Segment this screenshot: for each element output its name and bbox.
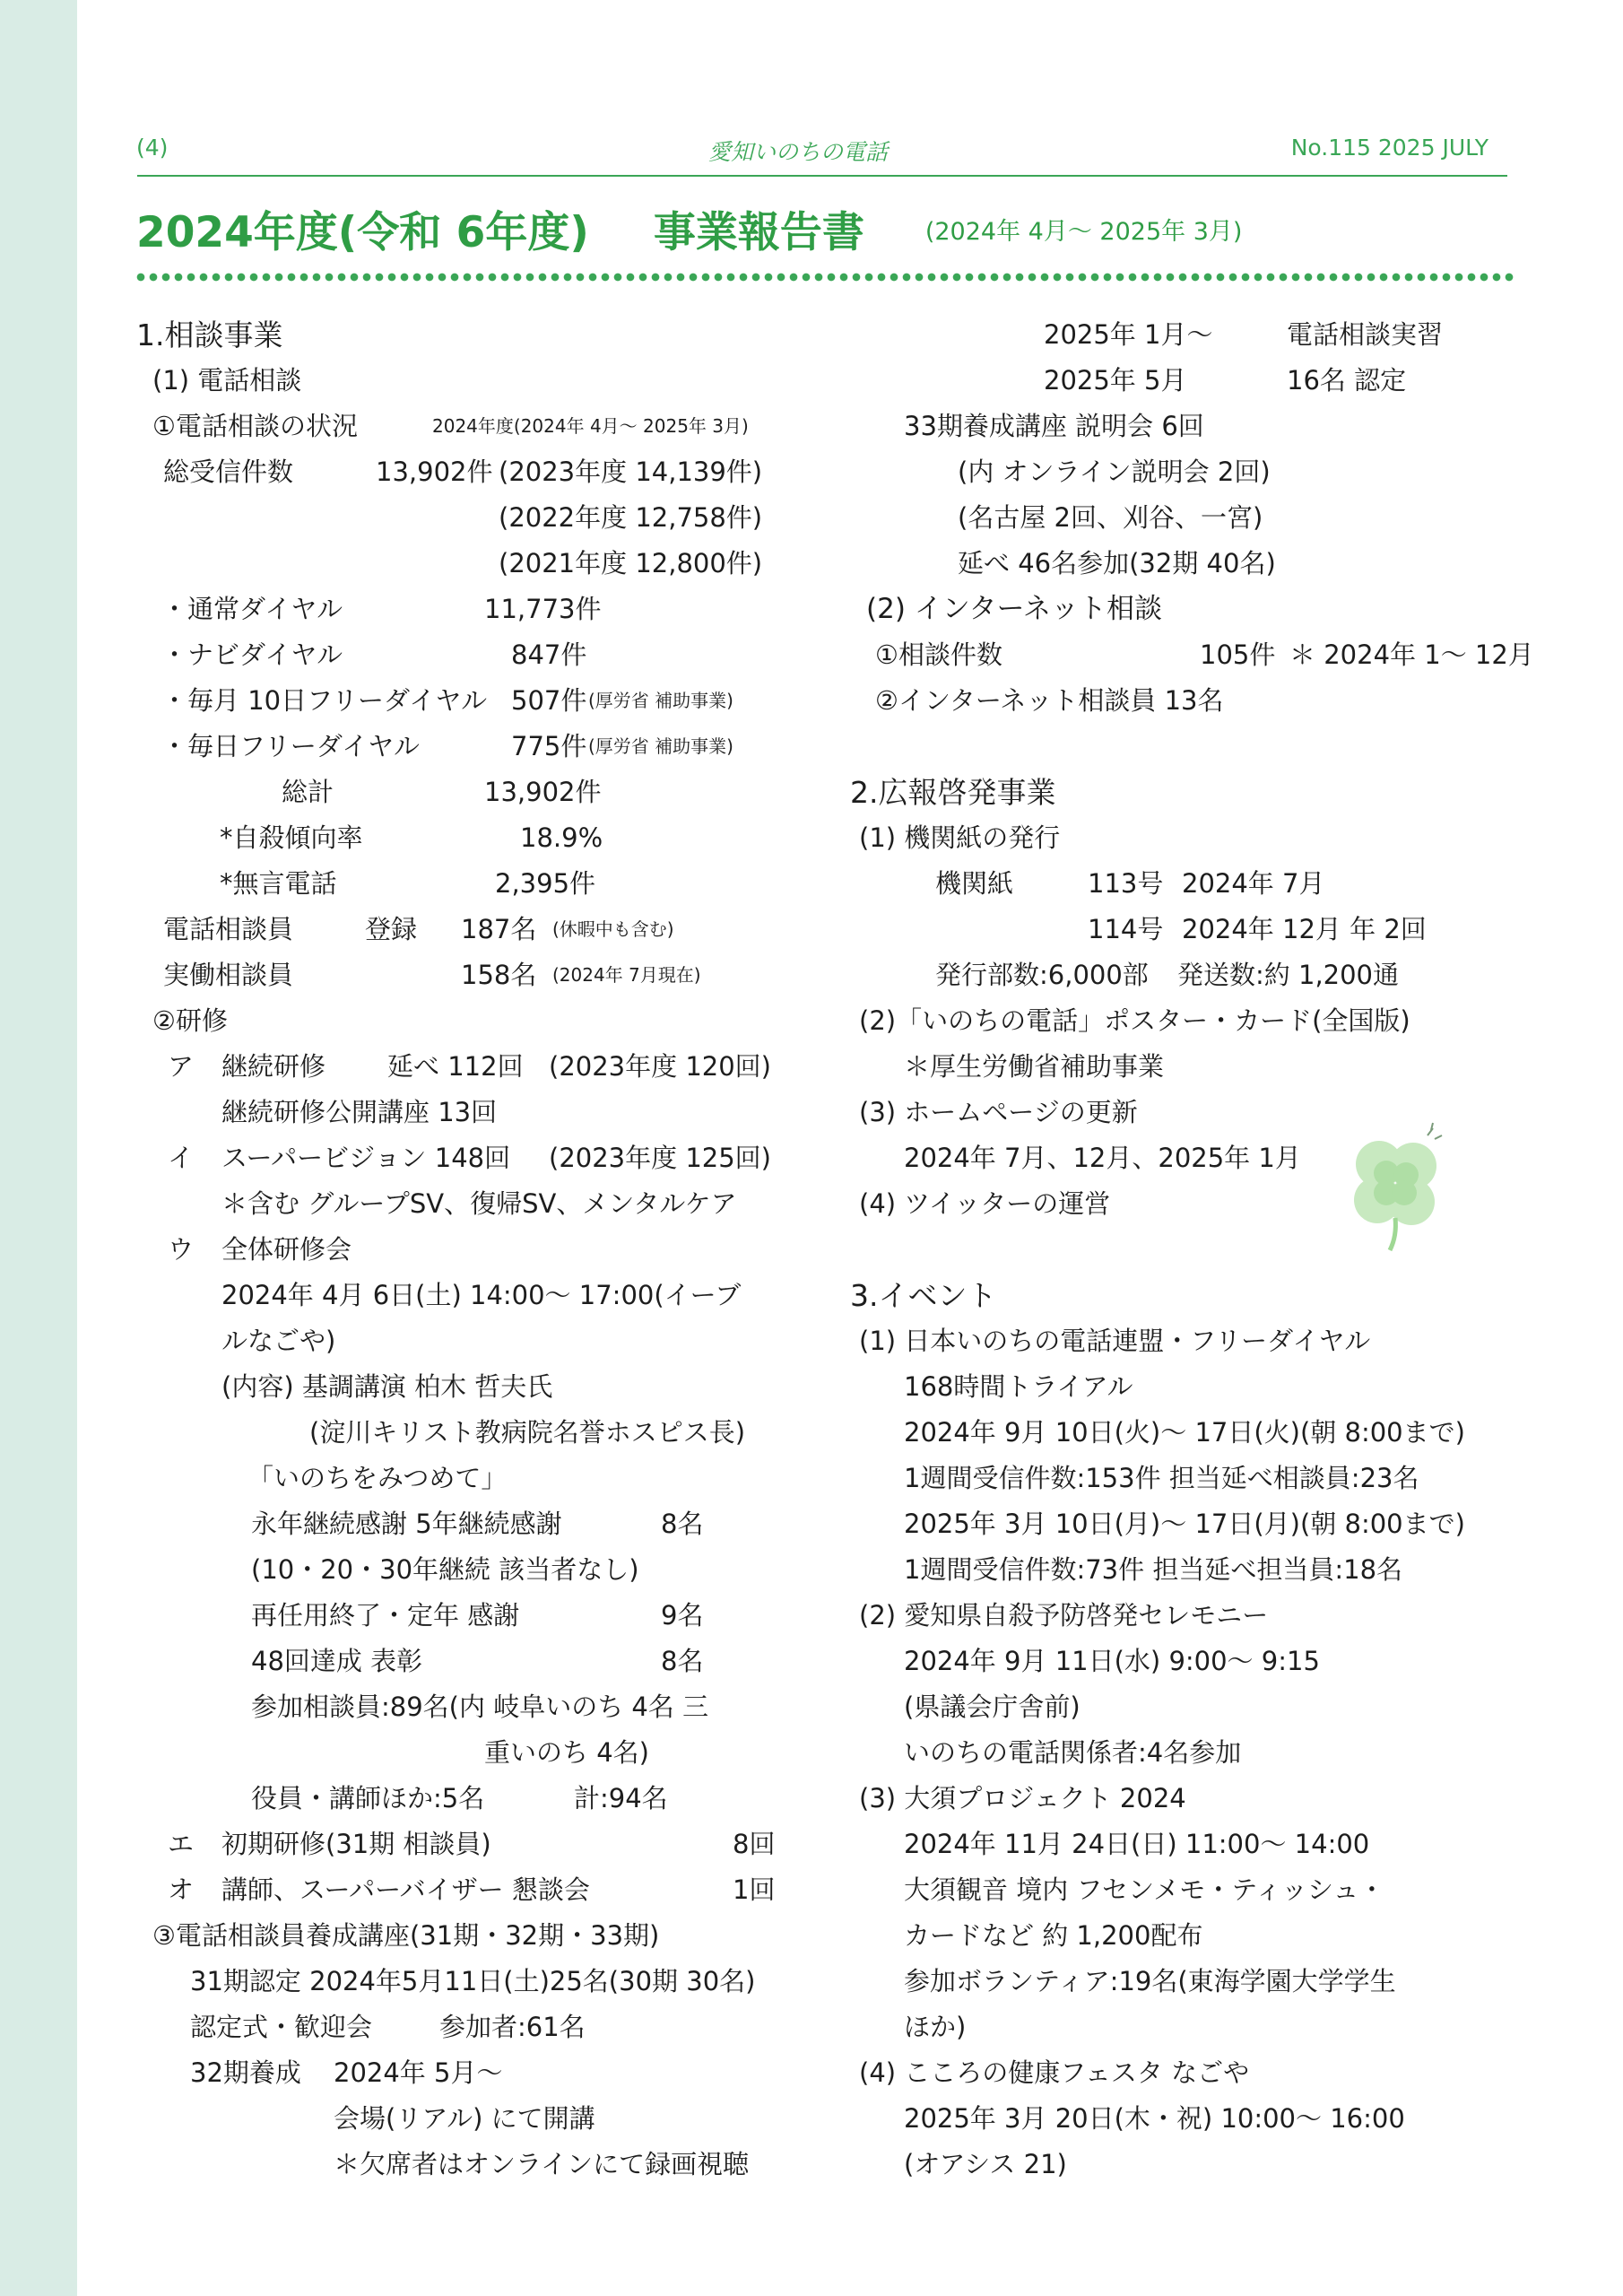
text-segment: 「いのちをみつめて」: [247, 1463, 508, 1493]
text-line: [850, 541, 1514, 587]
text-segment: 重いのち 4名): [484, 1737, 649, 1768]
text-line: [850, 952, 1514, 998]
text-line: [850, 1456, 1514, 1501]
text-line: [136, 1090, 818, 1135]
text-segment: ＊含む グループSV、復帰SV、メンタルケア: [221, 1188, 737, 1219]
text-segment: 2024年 5月～: [334, 2057, 503, 2088]
text-segment: ①電話相談の状況: [152, 411, 358, 441]
text-segment: 158名: [461, 960, 537, 990]
text-line: [850, 1501, 1514, 1547]
text-segment: (淀川キリスト教病院名誉ホスピス長): [309, 1417, 746, 1448]
text-line: [136, 861, 818, 907]
text-segment: 775件: [511, 731, 587, 761]
text-line: [136, 1959, 818, 2005]
text-segment: ウ: [168, 1234, 195, 1265]
text-segment: ・毎日フリーダイヤル: [161, 731, 420, 761]
text-line: [136, 1364, 818, 1410]
text-line: [850, 1867, 1514, 1913]
text-segment: ＊欠席者はオンラインにて録画視聴: [334, 2149, 750, 2179]
text-segment: 計:94名: [574, 1783, 668, 1813]
text-line: [850, 1730, 1514, 1776]
text-line: [136, 952, 818, 998]
text-line: [850, 998, 1514, 1044]
text-line: [850, 907, 1514, 952]
text-segment: 役員・講師ほか:5名: [251, 1783, 485, 1813]
text-segment: (3) ホームページの更新: [859, 1097, 1138, 1127]
text-segment: (2024年 7月現在): [552, 964, 701, 986]
section-heading: [850, 770, 1514, 815]
title-period: (2024年 4月～ 2025年 3月): [924, 218, 1243, 246]
text-segment: 継続研修: [221, 1051, 326, 1082]
text-segment: ・ナビダイヤル: [161, 639, 343, 670]
text-segment: 2024年 7月、12月、2025年 1月: [904, 1143, 1301, 1173]
text-segment: ＊ 2024年 1～ 12月: [1289, 639, 1534, 670]
text-line: [136, 2005, 818, 2050]
text-segment: 登録: [365, 914, 418, 944]
text-segment: 847件: [511, 639, 587, 670]
text-segment: 会場(リアル) にて開講: [334, 2103, 595, 2134]
text-segment: 参加者:61名: [439, 2012, 586, 2042]
text-line: [850, 495, 1514, 541]
text-segment: 2024年 9月 11日(水) 9:00～ 9:15: [904, 1646, 1320, 1676]
page-number: (4): [136, 135, 169, 161]
text-line: [850, 1776, 1514, 1822]
text-line: [850, 1639, 1514, 1684]
text-line: [850, 1913, 1514, 1959]
text-line: [850, 1684, 1514, 1730]
text-segment: 2.広報啓発事業: [850, 775, 1056, 810]
page-title: [136, 199, 1242, 259]
text-line: [850, 312, 1514, 358]
side-band: [0, 0, 77, 2296]
text-line: [136, 1501, 818, 1547]
text-segment: ほか): [904, 2012, 967, 2042]
text-segment: 2025年 5月: [1044, 365, 1187, 396]
text-segment: 初期研修(31期 相談員): [221, 1829, 491, 1859]
text-segment: 1週間受信件数:153件 担当延べ相談員:23名: [904, 1463, 1419, 1493]
text-line: [850, 2096, 1514, 2142]
text-line: [850, 815, 1514, 861]
title-main-a: 2024年度(令和 6年度): [136, 208, 589, 257]
section-heading: [850, 587, 1514, 632]
text-line: [136, 1867, 818, 1913]
text-segment: ②インターネット相談員 13名: [875, 685, 1224, 716]
text-line: [136, 587, 818, 632]
text-segment: 13,902件: [484, 777, 602, 807]
header-rule: [137, 175, 1507, 177]
text-segment: 2024年 12月 年 2回: [1182, 914, 1427, 944]
text-segment: (2023年度 120回): [549, 1051, 772, 1082]
text-line: [850, 678, 1514, 724]
text-line: [136, 815, 818, 861]
text-line: [136, 2142, 818, 2187]
text-segment: 永年継続感謝 5年継続感謝: [251, 1509, 562, 1539]
text-segment: (2021年度 12,800件): [499, 548, 763, 578]
section-heading: [850, 1273, 1514, 1318]
text-segment: 3.イベント: [850, 1278, 997, 1313]
text-segment: 実働相談員: [163, 960, 294, 990]
text-segment: 8回: [733, 1829, 776, 1859]
text-line: [136, 1730, 818, 1776]
text-line: [136, 1044, 818, 1090]
text-line: [850, 2005, 1514, 2050]
text-segment: イ: [168, 1143, 195, 1173]
text-segment: (2022年度 12,758件): [499, 502, 763, 533]
text-segment: (2)「いのちの電話」ポスター・カード(全国版): [859, 1005, 1410, 1036]
text-segment: 2025年 3月 10日(月)～ 17日(月)(朝 8:00まで): [904, 1509, 1465, 1539]
text-line: [136, 1456, 818, 1501]
text-segment: 電話相談員: [163, 914, 294, 944]
text-segment: 大須観音 境内 フセンメモ・ティッシュ・: [904, 1874, 1385, 1905]
text-segment: ルなごや): [221, 1326, 336, 1356]
text-line: [136, 1776, 818, 1822]
text-line: [136, 449, 818, 495]
text-segment: (厚労省 補助事業): [588, 735, 733, 757]
text-line: [136, 678, 818, 724]
text-line: [136, 358, 818, 404]
text-line: [850, 449, 1514, 495]
text-segment: ・毎月 10日フリーダイヤル: [161, 685, 488, 716]
text-segment: 168時間トライアル: [904, 1371, 1133, 1402]
text-segment: 認定式・歓迎会: [190, 2012, 373, 2042]
text-segment: 9名: [661, 1600, 704, 1631]
text-segment: 2024年 4月 6日(土) 14:00～ 17:00(イーブ: [221, 1280, 742, 1310]
text-line: [136, 1410, 818, 1456]
text-line: [136, 404, 818, 449]
text-segment: (1) 日本いのちの電話連盟・フリーダイヤル: [859, 1326, 1371, 1356]
dotted-divider: [135, 271, 1515, 283]
text-line: [136, 1181, 818, 1227]
text-line: [136, 2050, 818, 2096]
text-segment: (オアシス 21): [904, 2149, 1067, 2179]
text-line: [136, 1684, 818, 1730]
text-segment: 33期養成講座 説明会 6回: [904, 411, 1204, 441]
text-segment: 1.相談事業: [136, 317, 283, 352]
text-segment: (3) 大須プロジェクト 2024: [859, 1783, 1186, 1813]
text-segment: 機関紙: [935, 868, 1014, 899]
text-segment: ①相談件数: [875, 639, 1002, 670]
text-segment: (2) 愛知県自殺予防啓発セレモニー: [859, 1600, 1269, 1631]
text-segment: ②研修: [152, 1005, 228, 1036]
text-segment: (4) こころの健康フェスタ なごや: [859, 2057, 1250, 2088]
text-segment: オ: [168, 1874, 195, 1905]
text-segment: カードなど 約 1,200配布: [904, 1920, 1203, 1951]
text-segment: 電話相談実習: [1287, 319, 1444, 350]
text-line: [850, 861, 1514, 907]
text-line: [136, 1273, 818, 1318]
text-line: [136, 1318, 818, 1364]
text-segment: 2024年度(2024年 4月～ 2025年 3月): [432, 415, 749, 437]
text-segment: (1) 電話相談: [152, 365, 302, 396]
text-segment: いのちの電話関係者:4名参加: [904, 1737, 1242, 1768]
text-segment: 2025年 1月～: [1044, 319, 1213, 350]
text-line: [136, 724, 818, 770]
text-segment: (2023年度 14,139件): [499, 457, 763, 487]
text-line: [850, 2142, 1514, 2187]
text-line: [136, 998, 818, 1044]
text-line: [136, 770, 818, 815]
text-line: [850, 1044, 1514, 1090]
text-line: [850, 632, 1534, 678]
text-segment: 11,773件: [484, 594, 602, 624]
text-segment: ＊厚生労働省補助事業: [904, 1051, 1165, 1082]
text-segment: 113号: [1088, 868, 1164, 899]
text-segment: 1週間受信件数:73件 担当延べ担当員:18名: [904, 1554, 1403, 1585]
text-segment: 総計: [282, 777, 334, 807]
text-segment: エ: [168, 1829, 195, 1859]
text-segment: 2025年 3月 20日(木・祝) 10:00～ 16:00: [904, 2103, 1405, 2134]
text-segment: (4) ツイッターの運営: [859, 1188, 1111, 1219]
text-segment: 2024年 7月: [1182, 868, 1325, 899]
text-segment: 187名: [461, 914, 537, 944]
text-line: [850, 1959, 1514, 2005]
text-line: [850, 1364, 1514, 1410]
text-segment: 参加ボランティア:19名(東海学園大学学生: [904, 1966, 1396, 1996]
text-segment: 48回達成 表彰: [251, 1646, 423, 1676]
title-main-b: 事業報告書: [653, 208, 864, 257]
text-segment: 8名: [661, 1646, 704, 1676]
text-line: [136, 541, 818, 587]
text-line: [136, 1913, 818, 1959]
text-line: [850, 724, 1514, 770]
text-line: [850, 1593, 1514, 1639]
text-segment: (2023年度 125回): [549, 1143, 772, 1173]
text-segment: 18.9%: [520, 822, 603, 853]
text-segment: 継続研修公開講座 13回: [221, 1097, 498, 1127]
text-segment: 総受信件数: [163, 457, 294, 487]
text-segment: (休暇中も含む): [552, 918, 674, 940]
text-segment: 再任用終了・定年 感謝: [251, 1600, 520, 1631]
text-line: [136, 1547, 818, 1593]
text-segment: ア: [168, 1051, 195, 1082]
text-segment: 参加相談員:89名(内 岐阜いのち 4名 三: [251, 1692, 709, 1722]
text-segment: (名古屋 2回、刈谷、一宮): [958, 502, 1263, 533]
text-line: [136, 1639, 818, 1684]
text-segment: 2,395件: [495, 868, 596, 899]
text-line: [850, 1410, 1514, 1456]
text-line: [850, 1822, 1514, 1867]
text-segment: 講師、スーパーバイザー 懇談会: [221, 1874, 590, 1905]
text-line: [136, 2096, 818, 2142]
text-line: [136, 1593, 818, 1639]
text-line: [850, 404, 1514, 449]
text-line: [136, 632, 818, 678]
text-line: [136, 495, 818, 541]
issue-label: No.115 2025 JULY: [1290, 135, 1488, 161]
text-line: [850, 358, 1514, 404]
text-segment: ・通常ダイヤル: [161, 594, 343, 624]
text-segment: 507件: [511, 685, 587, 716]
section-heading: [136, 312, 818, 358]
text-segment: スーパービジョン 148回: [221, 1143, 511, 1173]
text-line: [136, 1135, 818, 1181]
text-segment: 31期認定 2024年5月11日(土)25名(30期 30名): [190, 1966, 756, 1996]
text-segment: (内容) 基調講演 柏木 哲夫氏: [221, 1371, 553, 1402]
text-segment: 1回: [733, 1874, 776, 1905]
text-segment: (厚労省 補助事業): [588, 690, 733, 711]
text-segment: *無言電話: [220, 868, 337, 899]
text-segment: 全体研修会: [221, 1234, 352, 1265]
text-segment: 8名: [661, 1509, 704, 1539]
text-segment: 2024年 11月 24日(日) 11:00～ 14:00: [904, 1829, 1370, 1859]
text-segment: 13,902件: [376, 457, 493, 487]
text-segment: 2024年 9月 10日(火)～ 17日(火)(朝 8:00まで): [904, 1417, 1465, 1448]
text-segment: 発行部数:6,000部: [935, 960, 1149, 990]
text-segment: ③電話相談員養成講座(31期・32期・33期): [152, 1920, 660, 1951]
text-line: [136, 1227, 818, 1273]
text-line: [136, 1822, 818, 1867]
clover-icon: [1327, 1119, 1462, 1254]
text-segment: 延べ 46名参加(32期 40名): [958, 548, 1276, 578]
text-segment: 105件: [1200, 639, 1276, 670]
text-segment: (1) 機関紙の発行: [859, 822, 1061, 853]
text-segment: 延べ 112回: [387, 1051, 524, 1082]
text-line: [136, 907, 818, 952]
left-column: [136, 312, 818, 2187]
text-segment: *自殺傾向率: [220, 822, 363, 853]
text-segment: 114号: [1088, 914, 1164, 944]
text-segment: 32期養成: [190, 2057, 301, 2088]
text-segment: (10・20・30年継続 該当者なし): [251, 1554, 639, 1585]
text-segment: (県議会庁舎前): [904, 1692, 1081, 1722]
text-line: [850, 1318, 1514, 1364]
text-line: [850, 1547, 1514, 1593]
text-segment: (2) インターネット相談: [866, 593, 1162, 625]
newsletter-name: 愛知いのちの電話: [708, 139, 889, 165]
text-segment: 発送数:約 1,200通: [1177, 960, 1400, 990]
text-segment: 16名 認定: [1287, 365, 1407, 396]
text-line: [850, 2050, 1514, 2096]
text-segment: (内 オンライン説明会 2回): [958, 457, 1271, 487]
